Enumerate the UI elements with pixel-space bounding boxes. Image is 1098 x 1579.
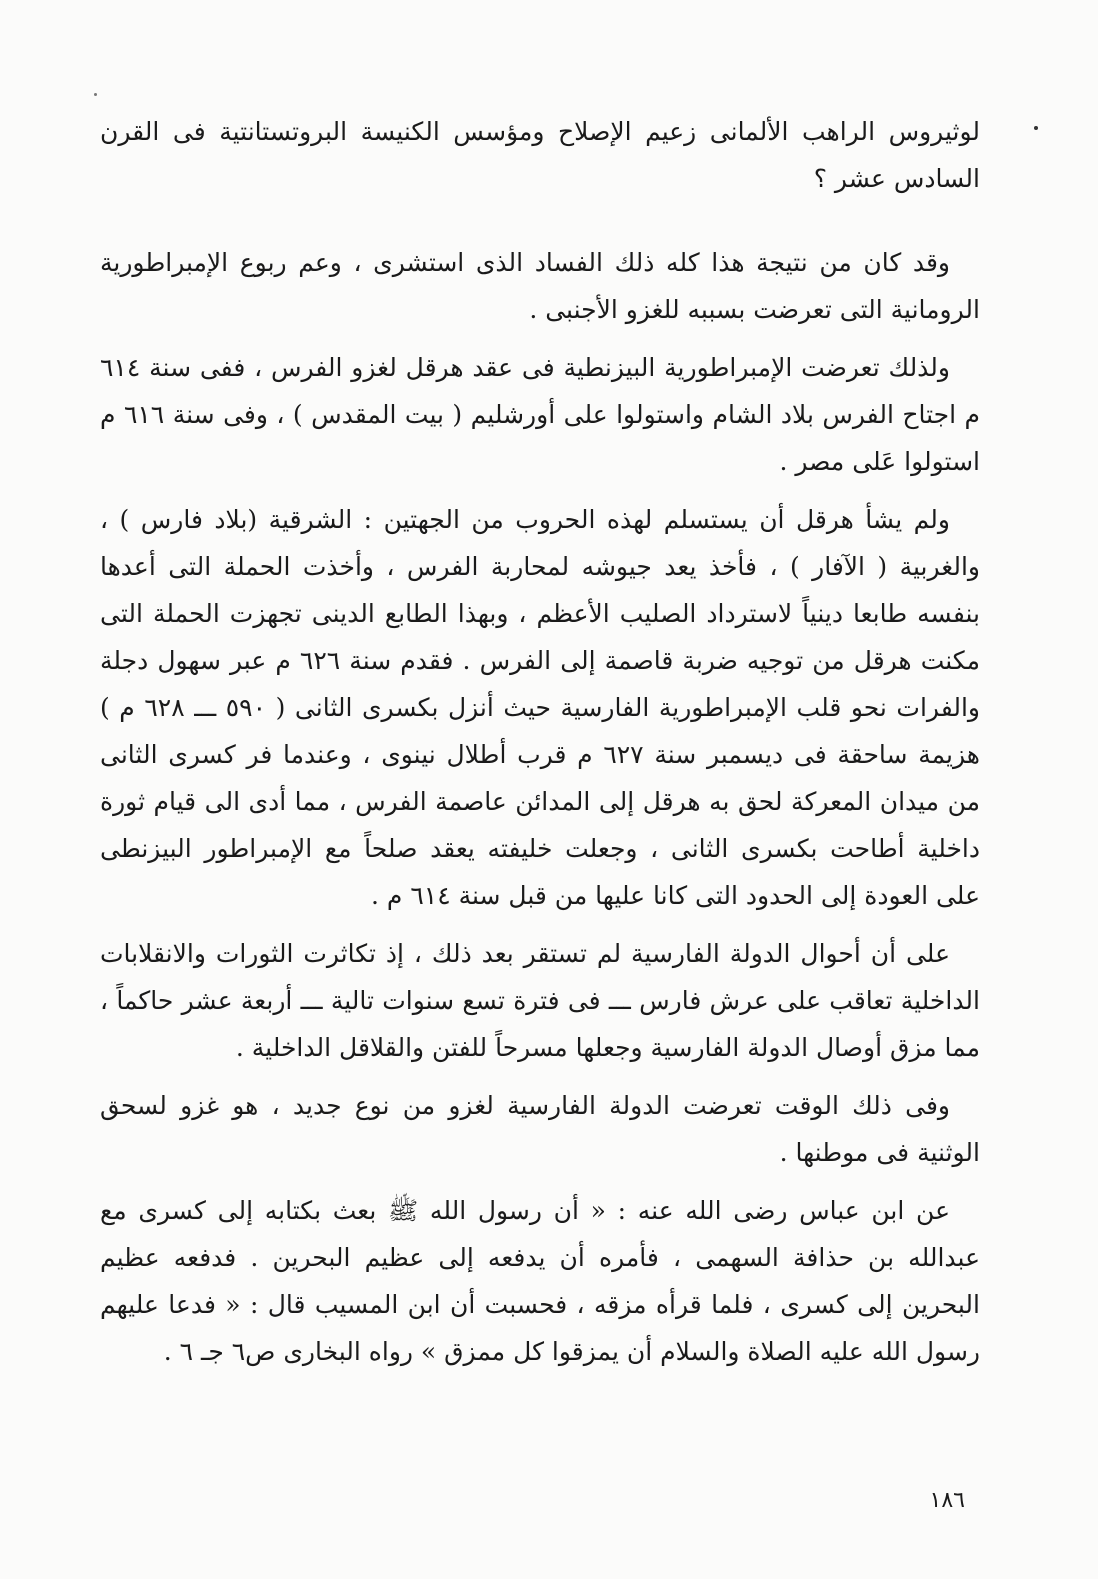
body-text — [100, 108, 980, 1386]
paragraph: على أن أحوال الدولة الفارسية لم تستقر بعد ذلك ، إذ تكاثرت الثورات والانقلابات الداخلية تعاقب على عرش فارس ـــ فى فترة تسع سنوات تالية ـــ أربعة عشر حاكماً ، مما مزق أوصال الدولة الفارسية وجعلها مسرحاً للفتن والقلاقل الداخلية . — [100, 939, 980, 1062]
paragraph: وقد كان من نتيجة هذا كله ذلك الفساد الذى استشرى ، وعم ربوع الإمبراطورية الرومانية التى تعرضت بسببه للغزو الأجنبى . — [100, 248, 980, 324]
paragraph-gap — [100, 213, 980, 239]
paragraph: ولم يشأ هرقل أن يستسلم لهذه الحروب من الجهتين : الشرقية (بلاد فارس ) ، والغربية ( الآفار ) ، فأخذ يعد جيوشه لمحاربة الفرس ، وأخذت الحملة التى أعدها بنفسه طابعا دينياً لاسترداد الصليب الأعظم ، وبهذا الطابع الدينى تجهزت الحملة التى مكنت هرقل من توجيه ضربة قاصمة إلى الفرس . فقدم سنة ٦٢٦ م عبر سهول دجلة والفرات نحو قلب الإمبراطورية الفارسية حيث أنزل بكسرى الثانى ( ٥٩٠ ـــ ٦٢٨ م ) هزيمة ساحقة فى ديسمبر سنة ٦٢٧ م قرب أطلال نينوى ، وعندما فر كسرى الثانى من ميدان المعركة لحق به هرقل إلى المدائن عاصمة الفرس ، مما أدى الى قيام ثورة داخلية أطاحت بكسرى الثانى ، وجعلت خليفته يعقد صلحاً مع الإمبراطور البيزنطى على العودة إلى الحدود التى كانا عليها من قبل سنة ٦١٤ م . — [100, 505, 980, 910]
paragraph: ولذلك تعرضت الإمبراطورية البيزنطية فى عقد هرقل لغزو الفرس ، ففى سنة ٦١٤ م اجتاح الفرس بلاد الشام واستولوا على أورشليم ( بيت المقدس ) ، وفى سنة ٦١٦ م استولوا عَلى مصر . — [100, 353, 980, 476]
paragraph-continuation: لوثيروس الراهب الألمانى زعيم الإصلاح ومؤسس الكنيسة البروتستانتية فى القرن السادس عشر ؟ — [100, 117, 980, 193]
paragraph-hadith: عن ابن عباس رضى الله عنه : « أن رسول الله ﷺ بعث بكتابه إلى كسرى مع عبدالله بن حذافة السهمى ، فأمره أن يدفعه إلى عظيم البحرين . فدفعه عظيم البحرين إلى كسرى ، فلما قرأه مزقه ، فحسبت أن ابن المسيب قال : « فدعا عليهم رسول الله عليه الصلاة والسلام أن يمزقوا كل ممزق » رواه البخارى ص٦ جـ ٦ . — [100, 1196, 980, 1366]
paragraph: وفى ذلك الوقت تعرضت الدولة الفارسية لغزو من نوع جديد ، هو غزو لسحق الوثنية فى موطنها . — [100, 1091, 980, 1167]
scan-speck — [94, 93, 97, 96]
scan-speck — [1034, 126, 1038, 130]
page-number: ١٨٦ — [929, 1488, 965, 1513]
